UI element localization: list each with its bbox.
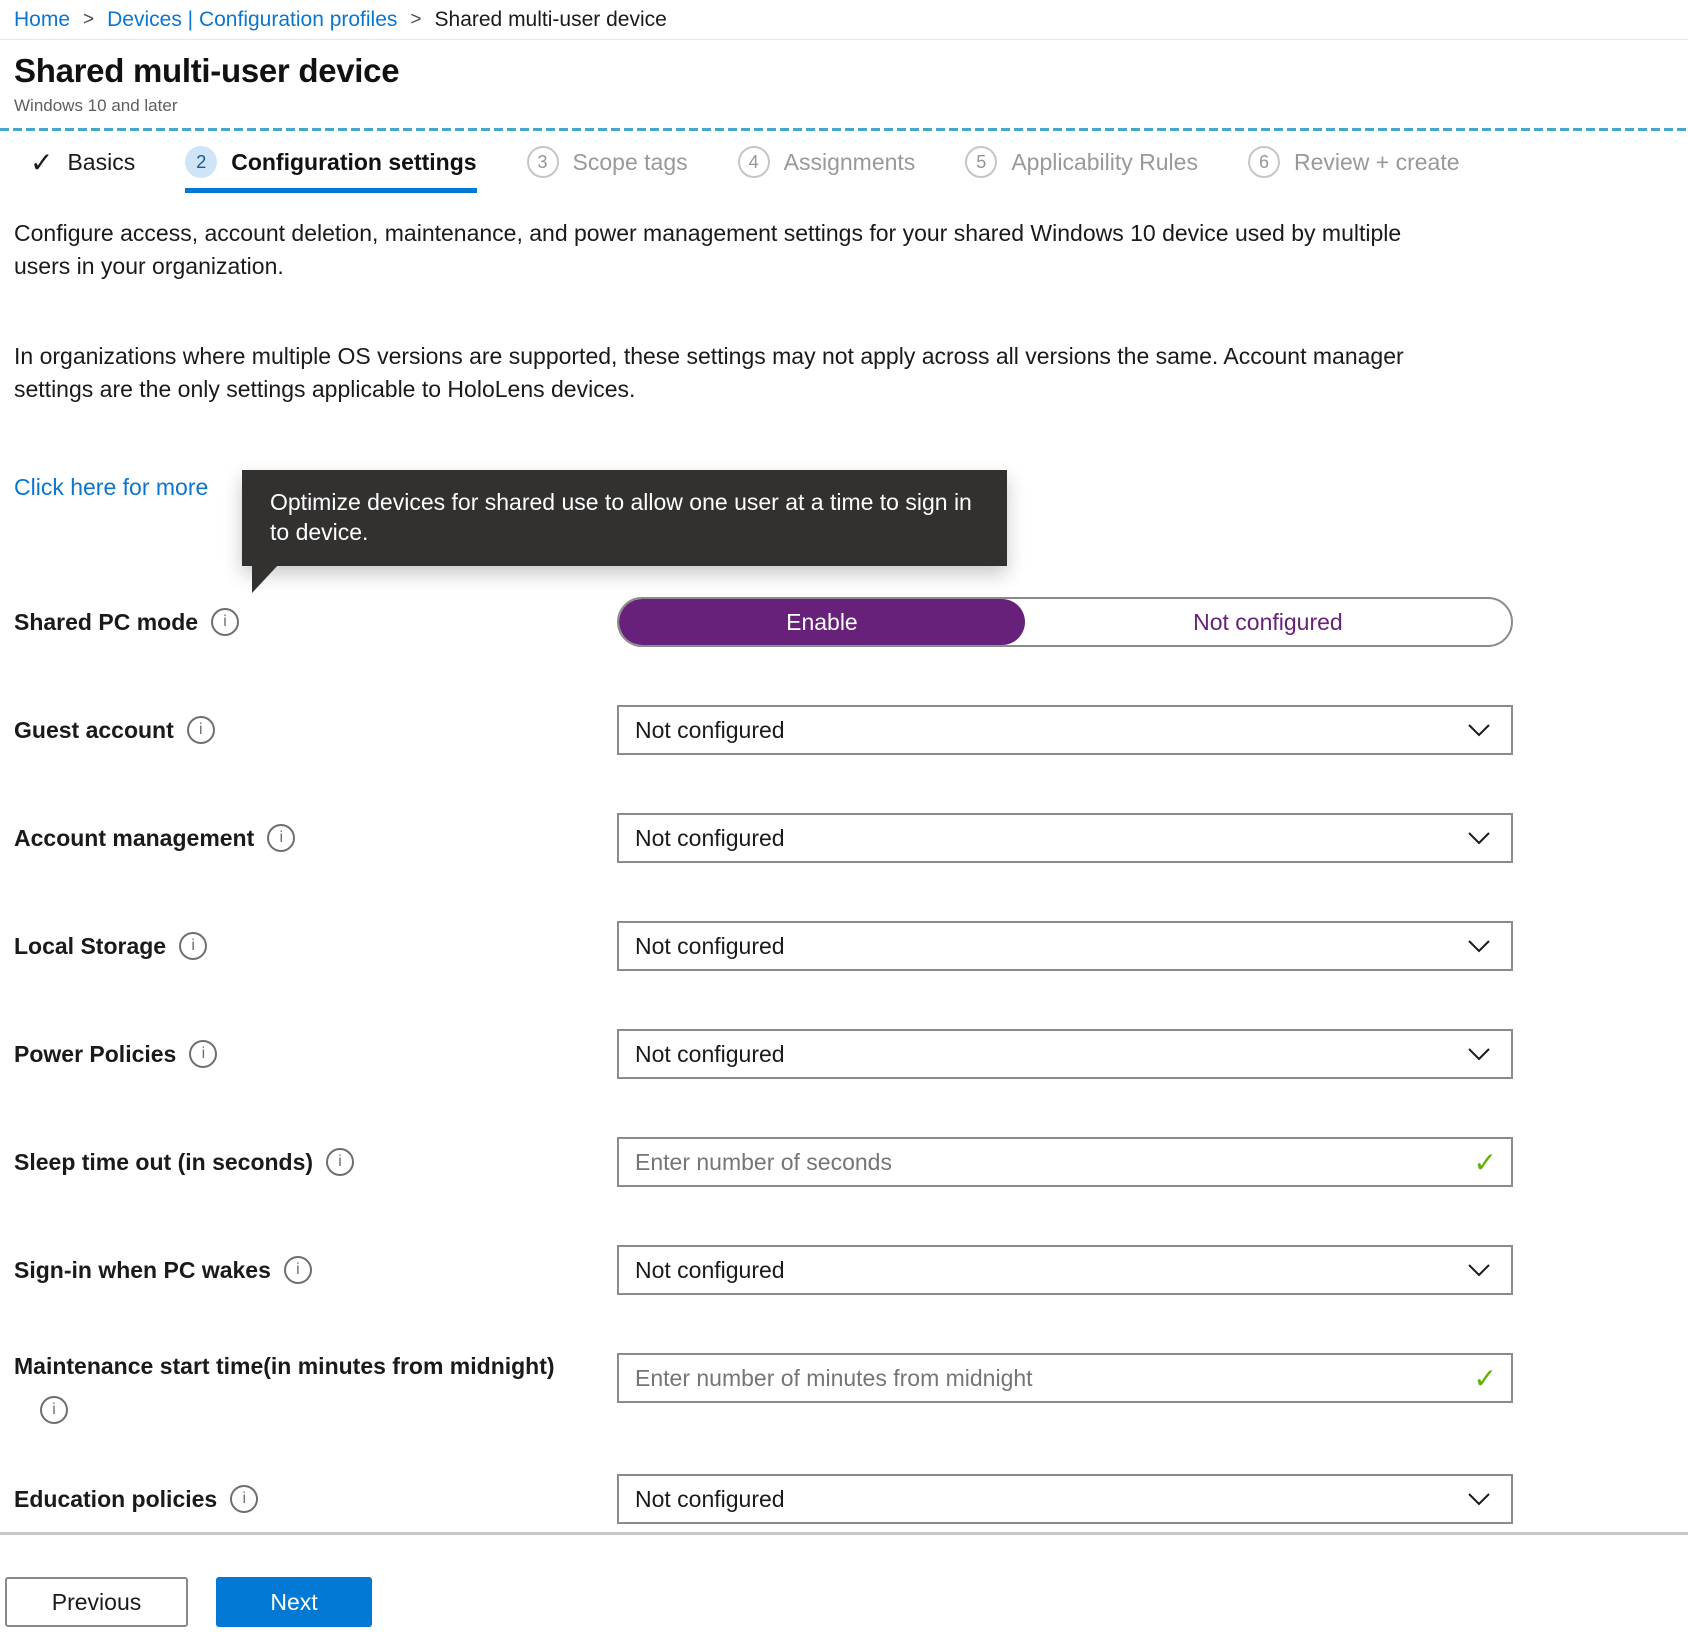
chevron-down-icon	[1467, 1492, 1491, 1506]
field-row-account-management	[14, 813, 1688, 863]
info-icon[interactable]: i	[211, 608, 239, 636]
info-icon[interactable]: i	[179, 932, 207, 960]
toggle-not-configured-segment[interactable]: Not configured	[1193, 608, 1343, 635]
previous-button[interactable]: Previous	[5, 1577, 188, 1627]
chevron-down-icon	[1467, 831, 1491, 845]
breadcrumb	[0, 0, 1688, 40]
field-row-education-policies	[14, 1474, 1688, 1524]
more-info-link[interactable]: Click here for more	[14, 474, 209, 501]
step-label: Applicability Rules	[1011, 148, 1198, 175]
step-label: Configuration settings	[231, 148, 477, 175]
intro-paragraph-1: Configure access, account deletion, maintenance, and power management settings for your shared Windows 10 device used by multiple users in your organization.	[14, 220, 1402, 280]
breadcrumb-separator-icon: >	[83, 8, 95, 30]
education-policies-dropdown[interactable]	[617, 1474, 1513, 1524]
field-label: Guest account	[14, 716, 174, 743]
info-icon[interactable]: i	[40, 1396, 68, 1424]
sign-in-when-pc-wakes-dropdown[interactable]	[617, 1245, 1513, 1295]
step-number-badge: 2	[185, 146, 217, 178]
field-row-maintenance-start-time	[14, 1353, 1688, 1424]
step-label: Scope tags	[572, 148, 688, 175]
chevron-down-icon	[1467, 723, 1491, 737]
breadcrumb-current: Shared multi-user device	[434, 7, 667, 31]
wizard-steps	[0, 131, 1688, 193]
info-icon[interactable]: i	[326, 1148, 354, 1176]
field-label: Sign-in when PC wakes	[14, 1256, 271, 1283]
info-icon[interactable]: i	[230, 1485, 258, 1513]
tab-configuration-settings[interactable]	[185, 131, 476, 193]
toggle-enable-segment[interactable]: Enable	[619, 599, 1025, 645]
field-row-sign-in-when-pc-wakes	[14, 1245, 1688, 1295]
maintenance-start-time-input[interactable]	[619, 1365, 1474, 1392]
valid-check-icon: ✓	[1473, 1362, 1497, 1394]
field-row-sleep-time-out	[14, 1137, 1688, 1187]
field-row-shared-pc-mode	[14, 597, 1688, 647]
next-button[interactable]: Next	[216, 1577, 372, 1627]
tooltip-text: Optimize devices for shared use to allow one user at a time to sign in to device.	[270, 489, 972, 545]
chevron-down-icon	[1467, 939, 1491, 953]
info-icon[interactable]: i	[187, 716, 215, 744]
configuration-settings-form	[0, 597, 1688, 1524]
field-label: Education policies	[14, 1485, 218, 1512]
valid-check-icon: ✓	[1473, 1146, 1497, 1178]
account-management-dropdown[interactable]	[617, 813, 1513, 863]
dropdown-value: Not configured	[635, 1256, 785, 1283]
step-label: Review + create	[1293, 148, 1460, 175]
field-label: Power Policies	[14, 1040, 177, 1067]
field-label: Sleep time out (in seconds)	[14, 1148, 314, 1175]
shared-pc-mode-toggle[interactable]	[617, 597, 1513, 647]
step-number-badge: 3	[527, 146, 559, 178]
info-icon[interactable]: i	[267, 824, 295, 852]
wizard-footer	[0, 1535, 1688, 1627]
tab-review-create[interactable]	[1248, 131, 1460, 193]
tab-basics[interactable]	[30, 131, 135, 193]
local-storage-dropdown[interactable]	[617, 921, 1513, 971]
power-policies-dropdown[interactable]	[617, 1029, 1513, 1079]
check-icon: ✓	[30, 146, 54, 178]
info-icon[interactable]: i	[189, 1040, 217, 1068]
dropdown-value: Not configured	[635, 716, 785, 743]
dropdown-value: Not configured	[635, 1040, 785, 1067]
field-label: Maintenance start time(in minutes from midnight)	[14, 1353, 555, 1380]
step-label: Assignments	[783, 148, 916, 175]
sleep-timeout-input[interactable]	[619, 1149, 1474, 1176]
field-row-power-policies	[14, 1029, 1688, 1079]
tab-assignments[interactable]	[738, 131, 916, 193]
page-title: Shared multi-user device	[14, 52, 400, 89]
step-number-badge: 4	[738, 146, 770, 178]
page-header	[0, 40, 1688, 128]
field-label: Local Storage	[14, 932, 167, 959]
guest-account-dropdown[interactable]	[617, 705, 1513, 755]
breadcrumb-configuration-profiles-link[interactable]: Devices | Configuration profiles	[107, 7, 398, 31]
chevron-down-icon	[1467, 1263, 1491, 1277]
field-row-local-storage	[14, 921, 1688, 971]
chevron-down-icon	[1467, 1047, 1491, 1061]
info-icon[interactable]: i	[284, 1256, 312, 1284]
breadcrumb-home-link[interactable]: Home	[14, 7, 71, 31]
tooltip	[242, 470, 1007, 566]
tab-scope-tags[interactable]	[527, 131, 688, 193]
breadcrumb-separator-icon: >	[410, 8, 422, 30]
dropdown-value: Not configured	[635, 824, 785, 851]
step-number-badge: 5	[965, 146, 997, 178]
tab-applicability-rules[interactable]	[965, 131, 1198, 193]
step-number-badge: 6	[1248, 146, 1280, 178]
intro-paragraph-2: In organizations where multiple OS versions are supported, these settings may not apply across all versions the same. Account manager settings are the only settings applicable to HoloLens devices.	[14, 342, 1404, 403]
field-row-guest-account	[14, 705, 1688, 755]
dropdown-value: Not configured	[635, 932, 785, 959]
dropdown-value: Not configured	[635, 1485, 785, 1512]
field-label: Account management	[14, 824, 255, 851]
step-label: Basics	[67, 148, 136, 175]
page-subtitle: Windows 10 and later	[14, 96, 178, 115]
field-label: Shared PC mode	[14, 608, 199, 635]
